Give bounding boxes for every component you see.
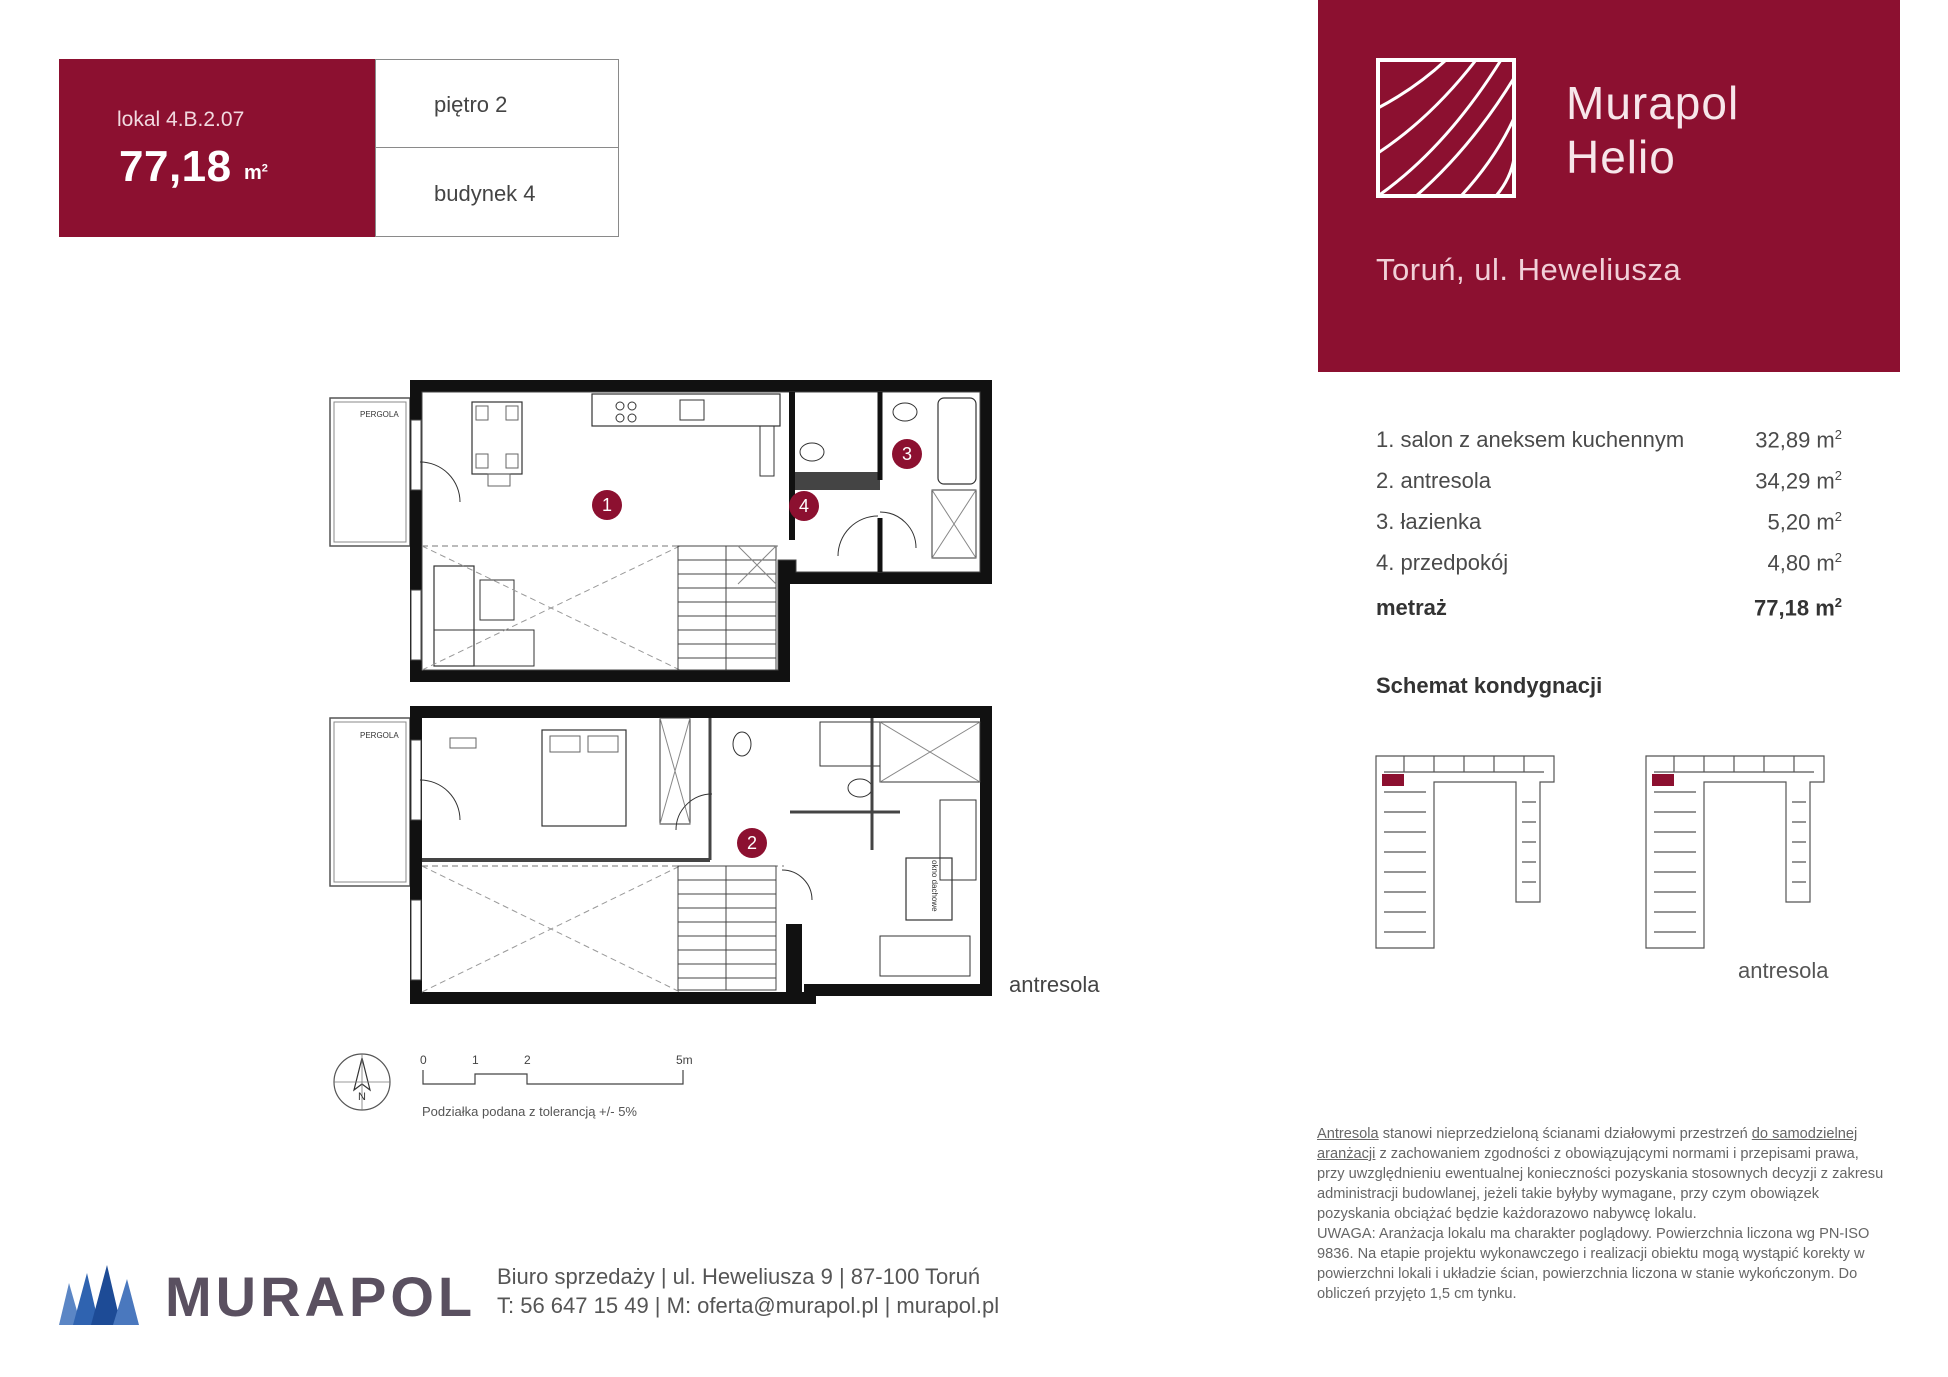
mezzanine-caption: antresola [1009, 972, 1100, 997]
scale-tick-5: 5m [676, 1053, 693, 1067]
murapol-logo-icon [59, 1265, 139, 1325]
disclaimer-text: Antresola stanowi nieprzedzieloną ścianami działowymi przestrzeń do samodzielnej aranżacji z zachowaniem zgodności z obowiązującymi normami i przepisami prawa, przy uwzględnieniu ewentualnej konieczności pozyskania stosownych decyzji z zakresu administracji budowlanej, jeżeli takie byłyby wymagane, przy czym obowiązek pozyskania obciążać będzie każdorazowo nabywcę lokalu. UWAGA: Aranżacja lokalu ma charakter poglądowy. Powierzchnia liczona wg PN-ISO 9836. Na etapie projektu wykonawczego i realizacji obiektu mogą wystąpić korekty w powierzchni lokali i układzie ścian, powierzchnia liczona w stanie wykończonym. Do obliczeń przyjęto 1,5 cm tynku. [1317, 1126, 1884, 1302]
compass-north-label: N [358, 1091, 366, 1103]
room-marker-3: 3 [901, 444, 913, 464]
unit-area-unit: $m^2$ [244, 162, 268, 184]
sales-office-address: Biuro sprzedaży | ul. Heweliusza 9 | 87-100 Toruń [497, 1264, 981, 1289]
room-marker-4: 4 [798, 496, 810, 516]
pergola-label-lower: PERGOLA [360, 410, 399, 419]
helio-logo-icon [1376, 58, 1516, 198]
scale-tick-2: 2 [524, 1053, 531, 1067]
room-area-1: 32,89 $m^2$ [1755, 427, 1842, 453]
unit-area: 77,18 [119, 142, 232, 191]
floor-label: piętro 2 [434, 92, 508, 117]
brand-location: Toruń, ul. Heweliusza [1376, 252, 1682, 287]
brand-name-line2: Helio [1566, 131, 1676, 183]
scale-bar [418, 1050, 698, 1090]
unit-label: lokal 4.B.2.07 [117, 108, 245, 131]
upper-level-plan [330, 712, 986, 998]
scale-tick-0: 0 [420, 1053, 427, 1067]
room-name-2: 2. antresola [1376, 468, 1491, 493]
scale-tick-1: 1 [472, 1053, 479, 1067]
sales-contact: T: 56 647 15 49 | M: oferta@murapol.pl | murapol.pl [497, 1293, 1000, 1318]
building-label: budynek 4 [434, 181, 536, 206]
room-name-3: 3. łazienka [1376, 509, 1482, 534]
floor-plan-drawing [320, 380, 1120, 1020]
floor-schema-diagram [1374, 752, 1844, 950]
lower-level-plan [330, 386, 986, 676]
total-area: 77,18 $m^2$ [1754, 595, 1842, 621]
brand-name-line1: Murapol [1566, 77, 1740, 129]
scale-note: Podziałka podana z tolerancją +/- 5% [422, 1104, 637, 1119]
room-marker-1: 1 [601, 495, 613, 515]
roof-window-label: okno dachowe [930, 860, 939, 912]
room-area-3: 5,20 $m^2$ [1767, 509, 1842, 535]
room-marker-2: 2 [746, 833, 758, 853]
murapol-wordmark: MURAPOL [165, 1265, 477, 1328]
room-name-1: 1. salon z aneksem kuchennym [1376, 427, 1685, 452]
room-area-4: 4,80 $m^2$ [1767, 550, 1842, 576]
meta-divider [375, 147, 619, 148]
room-area-2: 34,29 $m^2$ [1755, 468, 1842, 494]
pergola-label-upper: PERGOLA [360, 731, 399, 740]
total-label: metraż [1376, 595, 1447, 620]
room-name-4: 4. przedpokój [1376, 550, 1509, 575]
unit-meta-box [375, 59, 619, 237]
schema-caption: antresola [1738, 958, 1829, 983]
compass-icon [330, 1050, 394, 1114]
schema-title: Schemat kondygnacji [1376, 673, 1603, 698]
